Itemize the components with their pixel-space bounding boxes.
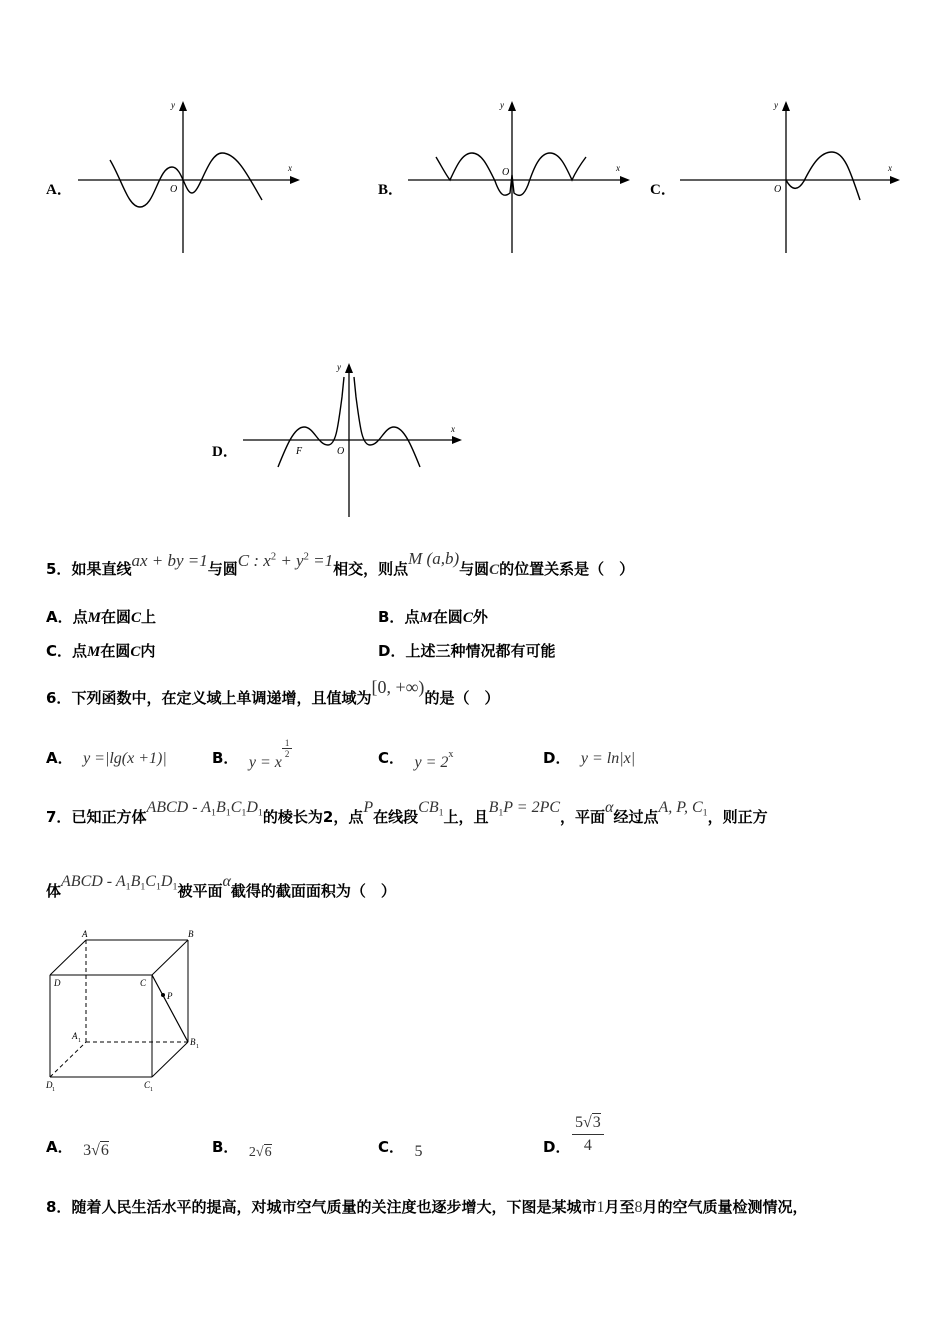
cube-segment-cb1 [152, 975, 188, 1042]
graph-b-y-label: y [500, 100, 504, 110]
graph-c-curve [786, 152, 860, 200]
graph-d [238, 357, 478, 522]
q5-text-3: 相交，则点 [333, 560, 409, 578]
svg-text:1: 1 [78, 1038, 81, 1044]
q7-option-b[interactable]: B． 2√6 [212, 1138, 272, 1160]
graph-c-origin-label: O [774, 184, 782, 195]
q5-text-1: 如果直线 [71, 560, 132, 578]
graph-c-x-label: x [888, 163, 892, 173]
q6-option-d[interactable]: D． y = ln|x| [543, 749, 636, 767]
q5-text-5: 的位置关系是（ ） [499, 560, 635, 578]
q5-number: 5． [46, 560, 72, 578]
graph-b [400, 95, 640, 260]
graph-a-y-arrow [179, 101, 187, 111]
cube-label-d1: D [46, 1080, 53, 1090]
q6-option-c[interactable]: C． $y = 2^x$ [378, 749, 454, 771]
svg-text:1: 1 [52, 1087, 55, 1093]
q6-option-b[interactable]: B． y = x $\frac{1}{2}$ [212, 747, 292, 769]
q5-line-equation: ax + by =1 [131, 551, 208, 570]
q6-option-a[interactable]: A． y =|lg(x +1)| [46, 749, 167, 767]
question-5-stem [46, 549, 635, 579]
graph-a-y-label: y [171, 100, 175, 110]
graph-c [672, 95, 912, 260]
q7-option-c[interactable]: C． 5 [378, 1138, 423, 1160]
graph-a-x-arrow [290, 176, 300, 184]
graph-d-extra-label: F [296, 446, 303, 457]
q7-option-a[interactable]: A． 3√6 [46, 1138, 109, 1159]
graph-d-curve-right [354, 377, 420, 467]
graph-d-curve-left [278, 377, 344, 467]
graph-c-y-arrow [782, 101, 790, 111]
cube-figure [40, 925, 210, 1095]
q5-text-4: 与圆 [459, 560, 490, 578]
cube-point-p [161, 993, 165, 997]
q7-points: A, P, $C_1$ [658, 799, 708, 819]
graph-b-origin-label: O [502, 167, 510, 178]
question-7-stem-line-1: 7．已知正方体ABCD - $A_1B_1C_1D_1$的棱长为2，点P在线段$CB_1$上，且$B_1P = 2PC$，平面α经过点A, P, $C_1$，则正方 [46, 799, 768, 826]
question-6-stem: 6．下列函数中，在定义域上单调递增，且值域为[0, +∞)的是（ ） [46, 677, 500, 707]
q5-option-a[interactable]: A．点M在圆C上 [46, 608, 157, 626]
graph-d-y-label: y [337, 362, 341, 372]
q5-circle-name: C [489, 562, 500, 578]
q5-text-2: 与圆 [207, 560, 238, 578]
cube-label-b: B [188, 929, 194, 939]
graph-d-x-label: x [451, 424, 455, 434]
graph-d-option-label: D． [212, 444, 238, 460]
graph-a-option-label: A． [46, 182, 72, 198]
graph-b-option-label: B． [378, 182, 404, 198]
q5-option-c[interactable]: C．点M在圆C内 [46, 642, 156, 660]
q7-cube-repeat: ABCD - $A_1B_1C_1D_1$ [61, 873, 178, 893]
q5-point: M (a,b) [408, 549, 460, 568]
graph-c-x-arrow [890, 176, 900, 184]
cube-label-c1: C [144, 1080, 151, 1090]
graph-b-x-arrow [620, 176, 630, 184]
graph-b-x-label: x [616, 163, 620, 173]
cube-label-a: A [82, 929, 88, 939]
question-8-stem: 8．随着人民生活水平的提高，对城市空气质量的关注度也逐步增大，下图是某城市1月至8月的空气质量检测情况， [46, 1198, 808, 1216]
graph-b-curve [436, 153, 586, 195]
q6-range: [0, +∞) [371, 677, 425, 697]
q5-option-b[interactable]: B．点M在圆C外 [378, 608, 488, 626]
graph-d-x-arrow [452, 436, 462, 444]
cube-label-c: C [140, 978, 147, 988]
cube-label-b1: B [190, 1037, 196, 1047]
q5-option-d[interactable]: D．上述三种情况都有可能 [378, 642, 556, 660]
svg-text:1: 1 [196, 1044, 199, 1050]
svg-text:1: 1 [150, 1087, 153, 1093]
q5-circle-equation: C : $x^2 + y^2 =1$ [237, 551, 334, 570]
graph-c-option-label: C． [650, 182, 676, 198]
cube-label-d: D [54, 978, 61, 988]
q7-option-d[interactable]: D． [543, 1138, 571, 1156]
graph-d-origin-label: O [337, 446, 345, 457]
graph-a-origin-label: O [170, 184, 178, 195]
cube-label-a1: A [72, 1031, 78, 1041]
q7-cube: ABCD - $A_1B_1C_1D_1$ [146, 799, 263, 819]
q7-option-d-fraction: $\frac{5√3}{4}$ [572, 1112, 604, 1157]
q7-relation: $B_1P = 2PC$ [488, 799, 561, 819]
graph-b-y-arrow [508, 101, 516, 111]
graph-d-y-arrow [345, 363, 353, 373]
q7-segment: $CB_1$ [418, 799, 444, 819]
cube-label-p: P [167, 991, 173, 1001]
graph-c-y-label: y [774, 100, 778, 110]
question-7-stem-line-2: 体ABCD - $A_1B_1C_1D_1$被平面α截得的截面面积为（ ） [46, 873, 396, 900]
graph-a [70, 95, 310, 260]
graph-a-x-label: x [288, 163, 292, 173]
